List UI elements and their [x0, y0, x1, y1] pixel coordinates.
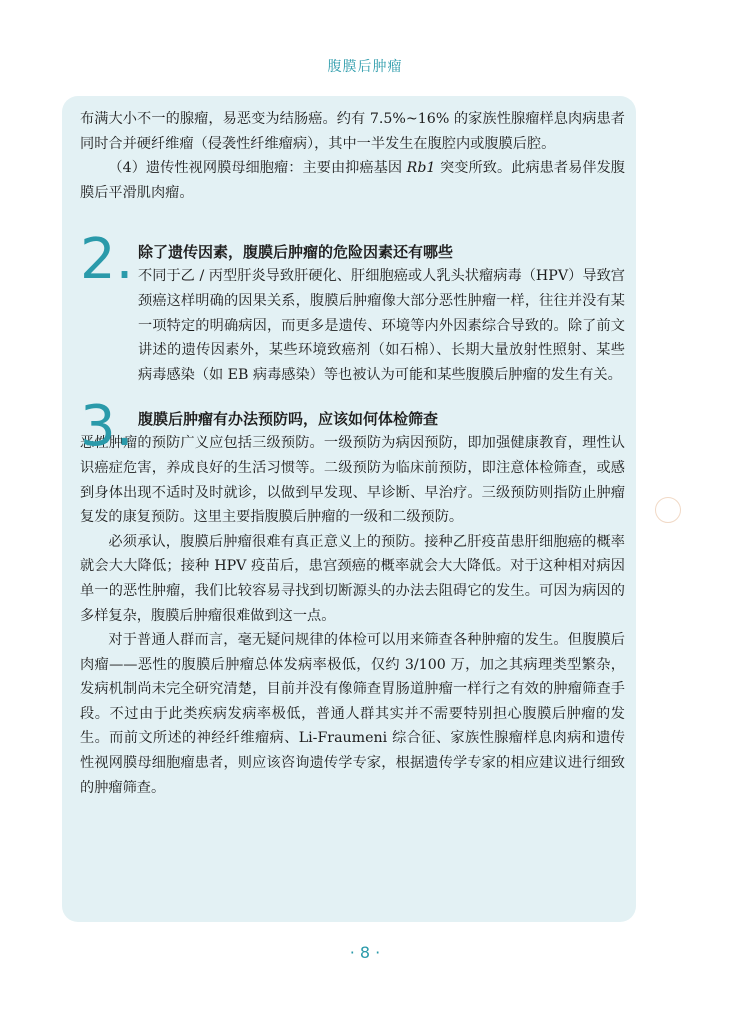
section-number: 3.	[80, 394, 134, 460]
section-3	[80, 394, 625, 800]
section-paragraph: 对于普通人群而言，毫无疑问规律的体检可以用来筛查各种肿瘤的发生。但腹膜后肉瘤——恶性的腹膜后肿瘤总体发病率极低，仅约 3/100 万，加之其病理类型繁杂，发病机制尚未完全研究清楚，目前并没有像筛查胃肠道肿瘤一样行之有效的肿瘤筛查手段。不过由于此类疾病发病率极低，普通人群其实并不需要特别担心腹膜后肿瘤的发生。而前文所述的神经纤维瘤病、Li-Fraumeni 综合征、家族性腺瘤样息肉病和遗传性视网膜母细胞瘤患者，则应该咨询遗传学专家，根据遗传学专家的相应建议进行细致的肿瘤筛查。	[80, 632, 625, 796]
page-body	[80, 107, 625, 800]
section-number: 2.	[80, 227, 134, 293]
running-header: 腹膜后肿瘤	[327, 59, 403, 75]
section-text: 不同于乙 / 丙型肝炎导致肝硬化、肝细胞癌或人乳头状瘤病毒（HPV）导致宫颈癌这样明确的因果关系，腹膜后肿瘤像大部分恶性肿瘤一样，往往并没有某一项特定的明确病因，而更多是遗传、环境等内外因素综合导致的。除了前文讲述的遗传因素外，某些环境致癌剂（如石棉）、长期大量放射性照射、某些病毒感染（如 EB 病毒感染）等也被认为可能和某些腹膜后肿瘤的发生有关。	[138, 268, 625, 383]
section-title: 除了遗传因素，腹膜后肿瘤的危险因素还有哪些	[138, 243, 454, 262]
retinoblastoma-text-b: 突变所致。此病患者易伴发腹膜后平滑肌肉瘤。	[80, 160, 625, 201]
retinoblastoma-text-a: （4）遗传性视网膜母细胞瘤：主要由抑癌基因	[108, 160, 407, 177]
section-paragraph: 必须承认，腹膜后肿瘤很难有真正意义上的预防。接种乙肝疫苗患肝细胞癌的概率就会大大降低；接种 HPV 疫苗后，患宫颈癌的概率就会大大降低。对于这种相对病因单一的恶性肿瘤，我们比较容易寻找到切断源头的办法去阻碍它的发生。可因为病因的多样复杂，腹膜后肿瘤很难做到这一点。	[80, 533, 625, 624]
section-paragraph	[138, 264, 625, 387]
intro-paragraph: 布满大小不一的腺瘤，易恶变为结肠癌。约有 7.5%~16% 的家族性腺瘤样息肉病患者同时合并硬纤维瘤（侵袭性纤维瘤病），其中一半发生在腹腔内或腹膜后腔。	[80, 111, 625, 152]
watermark-stamp	[655, 497, 681, 523]
page-number: · 8 ·	[349, 943, 381, 962]
gene-name: Rb1	[406, 160, 436, 177]
retinoblastoma-paragraph	[80, 156, 625, 205]
section-title: 腹膜后肿瘤有办法预防吗，应该如何体检筛查	[138, 410, 439, 429]
section-2	[80, 227, 625, 387]
section-paragraph: 恶性肿瘤的预防广义应包括三级预防。一级预防为病因预防，即加强健康教育，理性认识癌症危害，养成良好的生活习惯等。二级预防为临床前预防，即注意体检筛查，或感到身体出现不适时及时就诊，以做到早发现、早诊断、早治疗。三级预防则指防止肿瘤复发的康复预防。这里主要指腹膜后肿瘤的一级和二级预防。	[80, 435, 625, 526]
